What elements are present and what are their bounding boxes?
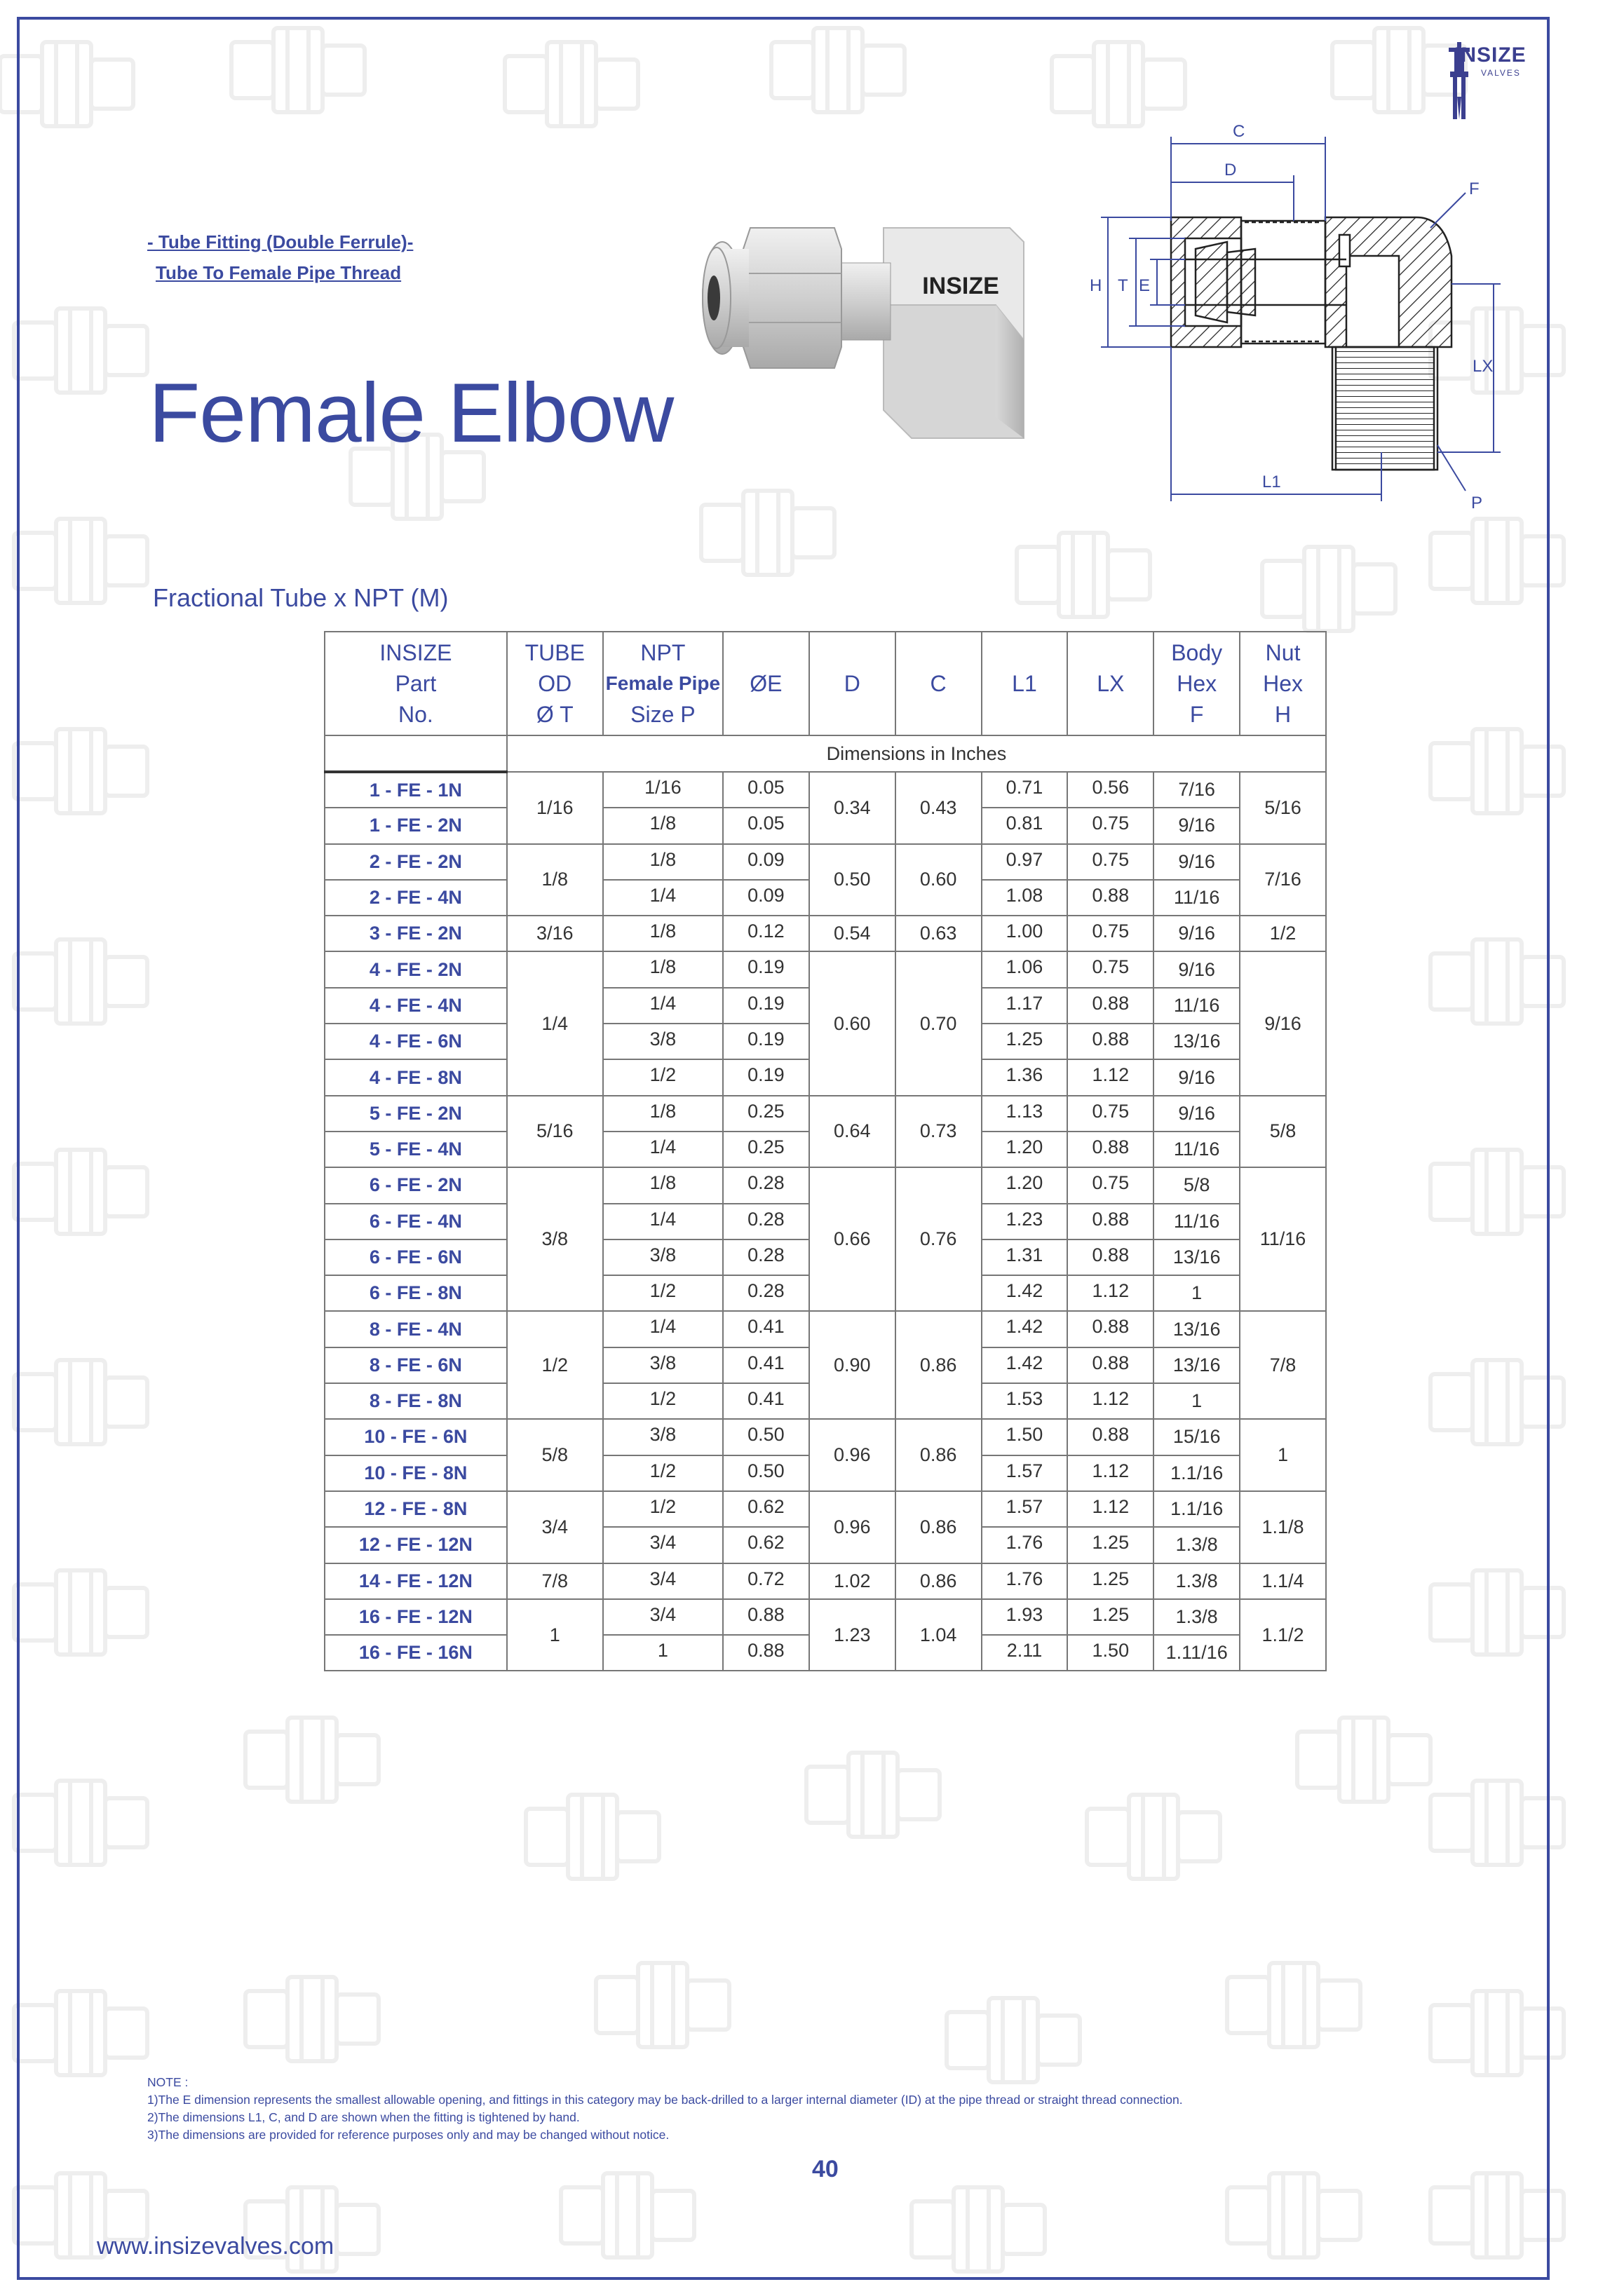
table-row <box>325 1599 1326 1635</box>
cell-npt-size: 3/4 <box>603 1527 723 1563</box>
cell-e: 0.28 <box>723 1204 809 1239</box>
header-l1: L1 <box>982 632 1068 735</box>
table-row <box>325 772 1326 808</box>
cell-npt-size: 1/8 <box>603 1167 723 1203</box>
cell-npt-size: 1/2 <box>603 1491 723 1527</box>
cell-lx: 0.88 <box>1067 1419 1153 1455</box>
cell-d: 0.50 <box>809 844 895 916</box>
cell-body-hex: 1 <box>1153 1275 1240 1311</box>
product-photo <box>701 207 1031 459</box>
header-part <box>325 632 507 735</box>
cell-lx: 0.75 <box>1067 808 1153 843</box>
cell-e: 0.41 <box>723 1311 809 1347</box>
cell-nut-hex: 1.1/2 <box>1240 1599 1326 1671</box>
cell-part-number: 10 - FE - 8N <box>325 1455 507 1491</box>
cell-l1: 1.50 <box>982 1419 1068 1455</box>
cell-c: 0.76 <box>895 1167 982 1311</box>
header-part-line1: INSIZE <box>379 640 452 665</box>
cell-nut-hex: 7/16 <box>1240 844 1326 916</box>
technical-drawing <box>1045 116 1515 515</box>
cell-e: 0.41 <box>723 1347 809 1383</box>
header-part-line3: No. <box>398 702 433 727</box>
cell-d: 0.96 <box>809 1491 895 1563</box>
spec-table-body <box>325 772 1326 1671</box>
header-npt-line1: NPT <box>640 640 686 665</box>
cell-l1: 0.97 <box>982 844 1068 880</box>
cell-lx: 0.88 <box>1067 1132 1153 1167</box>
cell-lx: 1.12 <box>1067 1383 1153 1419</box>
cell-tube-od: 1/8 <box>507 844 603 916</box>
cell-body-hex: 1 <box>1153 1383 1240 1419</box>
cell-body-hex: 11/16 <box>1153 988 1240 1024</box>
cell-body-hex: 11/16 <box>1153 880 1240 916</box>
label-h: H <box>1090 276 1102 295</box>
cell-part-number: 2 - FE - 4N <box>325 880 507 916</box>
cell-npt-size: 1/2 <box>603 1059 723 1095</box>
cell-d: 1.02 <box>809 1563 895 1599</box>
cell-npt-size: 3/4 <box>603 1563 723 1599</box>
cell-body-hex: 1.3/8 <box>1153 1599 1240 1635</box>
dimensions-note: Dimensions in Inches <box>507 735 1326 772</box>
header-e: ØE <box>723 632 809 735</box>
cell-l1: 1.42 <box>982 1347 1068 1383</box>
cell-body-hex: 7/16 <box>1153 772 1240 808</box>
note-line: 2)The dimensions L1, C, and D are shown when the fitting is tightened by hand. <box>147 2110 580 2124</box>
cell-c: 0.43 <box>895 772 982 844</box>
cell-nut-hex: 11/16 <box>1240 1167 1326 1311</box>
header-tube-line2: OD <box>538 671 572 696</box>
cell-l1: 1.42 <box>982 1311 1068 1347</box>
cell-npt-size: 1/8 <box>603 808 723 843</box>
cell-l1: 1.53 <box>982 1383 1068 1419</box>
cell-l1: 0.81 <box>982 808 1068 843</box>
cell-npt-size: 1/8 <box>603 951 723 987</box>
cell-l1: 1.36 <box>982 1059 1068 1095</box>
subtitle-tube-to-female: Tube To Female Pipe Thread <box>156 262 402 283</box>
cell-body-hex: 11/16 <box>1153 1132 1240 1167</box>
cell-tube-od: 1 <box>507 1599 603 1671</box>
cell-nut-hex: 1 <box>1240 1419 1326 1491</box>
cell-l1: 1.93 <box>982 1599 1068 1635</box>
cell-tube-od: 3/16 <box>507 916 603 951</box>
cell-npt-size: 3/8 <box>603 1024 723 1059</box>
note-line: 3)The dimensions are provided for reference purposes only and may be changed without notice. <box>147 2128 670 2142</box>
cell-e: 0.12 <box>723 916 809 951</box>
cell-c: 0.86 <box>895 1311 982 1419</box>
cell-body-hex: 13/16 <box>1153 1347 1240 1383</box>
cell-lx: 1.25 <box>1067 1527 1153 1563</box>
cell-lx: 1.12 <box>1067 1059 1153 1095</box>
cell-lx: 0.75 <box>1067 844 1153 880</box>
cell-d: 0.66 <box>809 1167 895 1311</box>
label-c: C <box>1233 122 1245 141</box>
header-body-line1: Body <box>1171 640 1223 665</box>
cell-part-number: 5 - FE - 4N <box>325 1132 507 1167</box>
cell-tube-od: 7/8 <box>507 1563 603 1599</box>
cell-npt-size: 1/2 <box>603 1383 723 1419</box>
cell-lx: 1.12 <box>1067 1491 1153 1527</box>
cell-e: 0.19 <box>723 951 809 987</box>
cell-c: 0.86 <box>895 1419 982 1491</box>
header-tube-line1: TUBE <box>525 640 585 665</box>
cell-e: 0.19 <box>723 1059 809 1095</box>
page-title: Female Elbow <box>149 366 674 460</box>
cell-npt-size: 1/8 <box>603 1096 723 1132</box>
spec-table <box>324 631 1327 1671</box>
cell-body-hex: 1.3/8 <box>1153 1527 1240 1563</box>
cell-c: 0.60 <box>895 844 982 916</box>
cell-lx: 1.25 <box>1067 1563 1153 1599</box>
cell-part-number: 16 - FE - 16N <box>325 1635 507 1671</box>
cell-nut-hex: 9/16 <box>1240 951 1326 1095</box>
cell-part-number: 4 - FE - 6N <box>325 1024 507 1059</box>
cell-l1: 1.00 <box>982 916 1068 951</box>
cell-nut-hex: 1.1/4 <box>1240 1563 1326 1599</box>
cell-tube-od: 1/4 <box>507 951 603 1095</box>
header-tube-line3: Ø T <box>536 702 574 727</box>
cell-part-number: 12 - FE - 12N <box>325 1527 507 1563</box>
header-nut-line3: H <box>1275 702 1292 727</box>
cell-body-hex: 1.11/16 <box>1153 1635 1240 1671</box>
cell-part-number: 2 - FE - 2N <box>325 844 507 880</box>
cell-part-number: 1 - FE - 1N <box>325 772 507 808</box>
cell-nut-hex: 1/2 <box>1240 916 1326 951</box>
cell-e: 0.72 <box>723 1563 809 1599</box>
cell-npt-size: 1/2 <box>603 1275 723 1311</box>
cell-e: 0.28 <box>723 1167 809 1203</box>
label-l1: L1 <box>1262 473 1281 491</box>
cell-body-hex: 15/16 <box>1153 1419 1240 1455</box>
table-row <box>325 951 1326 987</box>
cell-body-hex: 13/16 <box>1153 1024 1240 1059</box>
cell-d: 1.23 <box>809 1599 895 1671</box>
cell-lx: 0.75 <box>1067 916 1153 951</box>
header-body-line3: F <box>1189 702 1204 727</box>
cell-nut-hex: 1.1/8 <box>1240 1491 1326 1563</box>
cell-lx: 0.88 <box>1067 1239 1153 1275</box>
logo-subtext: VALVES <box>1481 68 1521 78</box>
cell-body-hex: 1.1/16 <box>1153 1491 1240 1527</box>
cell-lx: 0.88 <box>1067 1311 1153 1347</box>
product-brand-label: INSIZE <box>922 273 999 299</box>
cell-c: 0.73 <box>895 1096 982 1168</box>
cell-npt-size: 1/4 <box>603 1204 723 1239</box>
section-title: Fractional Tube x NPT (M) <box>153 583 449 612</box>
cell-e: 0.41 <box>723 1383 809 1419</box>
header-body-line2: Hex <box>1177 671 1217 696</box>
table-row <box>325 844 1326 880</box>
cell-e: 0.50 <box>723 1419 809 1455</box>
cell-part-number: 1 - FE - 2N <box>325 808 507 843</box>
cell-c: 0.86 <box>895 1563 982 1599</box>
dimensions-spacer <box>325 735 507 772</box>
table-row <box>325 1491 1326 1527</box>
cell-npt-size: 1 <box>603 1635 723 1671</box>
page-number: 40 <box>812 2156 839 2182</box>
cell-lx: 0.75 <box>1067 1096 1153 1132</box>
cell-npt-size: 1/8 <box>603 916 723 951</box>
label-p: P <box>1471 494 1483 512</box>
label-d: D <box>1224 161 1237 179</box>
cell-body-hex: 9/16 <box>1153 844 1240 880</box>
cell-e: 0.62 <box>723 1491 809 1527</box>
cell-e: 0.50 <box>723 1455 809 1491</box>
header-d: D <box>809 632 895 735</box>
cell-tube-od: 3/4 <box>507 1491 603 1563</box>
cell-lx: 1.12 <box>1067 1275 1153 1311</box>
cell-e: 0.28 <box>723 1239 809 1275</box>
label-t: T <box>1118 276 1128 295</box>
cell-e: 0.62 <box>723 1527 809 1563</box>
cell-e: 0.19 <box>723 988 809 1024</box>
cell-nut-hex: 7/8 <box>1240 1311 1326 1419</box>
cell-body-hex: 1.3/8 <box>1153 1563 1240 1599</box>
cell-part-number: 6 - FE - 4N <box>325 1204 507 1239</box>
cell-npt-size: 1/8 <box>603 844 723 880</box>
cell-body-hex: 9/16 <box>1153 1059 1240 1095</box>
cell-part-number: 8 - FE - 4N <box>325 1311 507 1347</box>
cell-l1: 1.42 <box>982 1275 1068 1311</box>
cell-body-hex: 9/16 <box>1153 1096 1240 1132</box>
note-line: 1)The E dimension represents the smallest allowable opening, and fittings in this category may be back-drilled to a larger internal diameter (ID) at the pipe thread or straight thread connection. <box>147 2093 1183 2107</box>
cell-e: 0.05 <box>723 772 809 808</box>
cell-body-hex: 9/16 <box>1153 808 1240 843</box>
logo-text: INSIZE <box>1454 43 1527 67</box>
cell-npt-size: 1/16 <box>603 772 723 808</box>
cell-e: 0.88 <box>723 1635 809 1671</box>
cell-d: 0.64 <box>809 1096 895 1168</box>
cell-part-number: 6 - FE - 6N <box>325 1239 507 1275</box>
cell-part-number: 4 - FE - 8N <box>325 1059 507 1095</box>
cell-l1: 1.20 <box>982 1167 1068 1203</box>
cell-npt-size: 1/2 <box>603 1455 723 1491</box>
cell-npt-size: 3/8 <box>603 1419 723 1455</box>
cell-e: 0.19 <box>723 1024 809 1059</box>
cell-body-hex: 13/16 <box>1153 1239 1240 1275</box>
header-part-line2: Part <box>395 671 437 696</box>
cell-l1: 1.20 <box>982 1132 1068 1167</box>
header-nut-line2: Hex <box>1263 671 1303 696</box>
cell-part-number: 6 - FE - 2N <box>325 1167 507 1203</box>
label-lx: LX <box>1473 357 1494 376</box>
notes-heading: NOTE : <box>147 2075 189 2089</box>
cell-body-hex: 9/16 <box>1153 951 1240 987</box>
cell-npt-size: 1/4 <box>603 1311 723 1347</box>
cell-part-number: 16 - FE - 12N <box>325 1599 507 1635</box>
cell-npt-size: 3/8 <box>603 1347 723 1383</box>
cell-lx: 0.75 <box>1067 951 1153 987</box>
header-body-hex <box>1153 632 1240 735</box>
cell-d: 0.60 <box>809 951 895 1095</box>
cell-l1: 1.76 <box>982 1563 1068 1599</box>
cell-l1: 1.08 <box>982 880 1068 916</box>
header-c: C <box>895 632 982 735</box>
cell-c: 0.70 <box>895 951 982 1095</box>
cell-lx: 0.88 <box>1067 1024 1153 1059</box>
cell-c: 1.04 <box>895 1599 982 1671</box>
header-nut-line1: Nut <box>1265 640 1301 665</box>
cell-e: 0.05 <box>723 808 809 843</box>
cell-part-number: 10 - FE - 6N <box>325 1419 507 1455</box>
cell-lx: 0.56 <box>1067 772 1153 808</box>
website-link[interactable]: www.insizevalves.com <box>97 2233 334 2260</box>
cell-c: 0.86 <box>895 1491 982 1563</box>
cell-e: 0.09 <box>723 844 809 880</box>
cell-lx: 0.88 <box>1067 880 1153 916</box>
cell-npt-size: 1/4 <box>603 1132 723 1167</box>
cell-tube-od: 1/2 <box>507 1311 603 1419</box>
cell-l1: 1.76 <box>982 1527 1068 1563</box>
cell-d: 0.54 <box>809 916 895 951</box>
cell-npt-size: 1/4 <box>603 988 723 1024</box>
table-row <box>325 916 1326 951</box>
cell-lx: 0.88 <box>1067 988 1153 1024</box>
table-row <box>325 1563 1326 1599</box>
cell-d: 0.34 <box>809 772 895 844</box>
table-row <box>325 1311 1326 1347</box>
cell-part-number: 4 - FE - 4N <box>325 988 507 1024</box>
label-f: F <box>1469 179 1480 198</box>
cell-lx: 0.75 <box>1067 1167 1153 1203</box>
cell-l1: 1.25 <box>982 1024 1068 1059</box>
cell-e: 0.88 <box>723 1599 809 1635</box>
cell-tube-od: 5/8 <box>507 1419 603 1491</box>
cell-part-number: 8 - FE - 8N <box>325 1383 507 1419</box>
cell-body-hex: 5/8 <box>1153 1167 1240 1203</box>
label-e: E <box>1139 276 1151 295</box>
cell-l1: 1.17 <box>982 988 1068 1024</box>
header-npt <box>603 632 723 735</box>
cell-l1: 1.13 <box>982 1096 1068 1132</box>
cell-l1: 1.23 <box>982 1204 1068 1239</box>
cell-lx: 0.88 <box>1067 1204 1153 1239</box>
cell-part-number: 12 - FE - 8N <box>325 1491 507 1527</box>
cell-part-number: 8 - FE - 6N <box>325 1347 507 1383</box>
cell-body-hex: 11/16 <box>1153 1204 1240 1239</box>
cell-body-hex: 1.1/16 <box>1153 1455 1240 1491</box>
cell-npt-size: 3/8 <box>603 1239 723 1275</box>
cell-part-number: 4 - FE - 2N <box>325 951 507 987</box>
header-tube <box>507 632 603 735</box>
cell-lx: 1.12 <box>1067 1455 1153 1491</box>
header-nut-hex <box>1240 632 1326 735</box>
cell-nut-hex: 5/8 <box>1240 1096 1326 1168</box>
header-npt-line3: Size P <box>630 702 696 727</box>
cell-d: 0.90 <box>809 1311 895 1419</box>
cell-part-number: 3 - FE - 2N <box>325 916 507 951</box>
cell-lx: 1.25 <box>1067 1599 1153 1635</box>
cell-l1: 1.57 <box>982 1455 1068 1491</box>
cell-tube-od: 3/8 <box>507 1167 603 1311</box>
cell-npt-size: 3/4 <box>603 1599 723 1635</box>
cell-c: 0.63 <box>895 916 982 951</box>
header-lx: LX <box>1067 632 1153 735</box>
table-row <box>325 1419 1326 1455</box>
cell-l1: 2.11 <box>982 1635 1068 1671</box>
cell-tube-od: 5/16 <box>507 1096 603 1168</box>
notes <box>147 2074 1183 2144</box>
cell-lx: 0.88 <box>1067 1347 1153 1383</box>
cell-part-number: 14 - FE - 12N <box>325 1563 507 1599</box>
cell-body-hex: 13/16 <box>1153 1311 1240 1347</box>
cell-part-number: 5 - FE - 2N <box>325 1096 507 1132</box>
cell-npt-size: 1/4 <box>603 880 723 916</box>
cell-l1: 1.06 <box>982 951 1068 987</box>
cell-e: 0.28 <box>723 1275 809 1311</box>
cell-lx: 1.50 <box>1067 1635 1153 1671</box>
cell-e: 0.25 <box>723 1096 809 1132</box>
cell-part-number: 6 - FE - 8N <box>325 1275 507 1311</box>
cell-body-hex: 9/16 <box>1153 916 1240 951</box>
cell-l1: 1.31 <box>982 1239 1068 1275</box>
cell-l1: 1.57 <box>982 1491 1068 1527</box>
cell-e: 0.25 <box>723 1132 809 1167</box>
table-row <box>325 1096 1326 1132</box>
cell-d: 0.96 <box>809 1419 895 1491</box>
cell-l1: 0.71 <box>982 772 1068 808</box>
subtitle-tube-fitting: - Tube Fitting (Double Ferrule)- <box>147 231 414 252</box>
cell-nut-hex: 5/16 <box>1240 772 1326 844</box>
cell-tube-od: 1/16 <box>507 772 603 844</box>
cell-e: 0.09 <box>723 880 809 916</box>
table-row <box>325 1167 1326 1203</box>
header-npt-line2: Female Pipe <box>605 672 721 694</box>
